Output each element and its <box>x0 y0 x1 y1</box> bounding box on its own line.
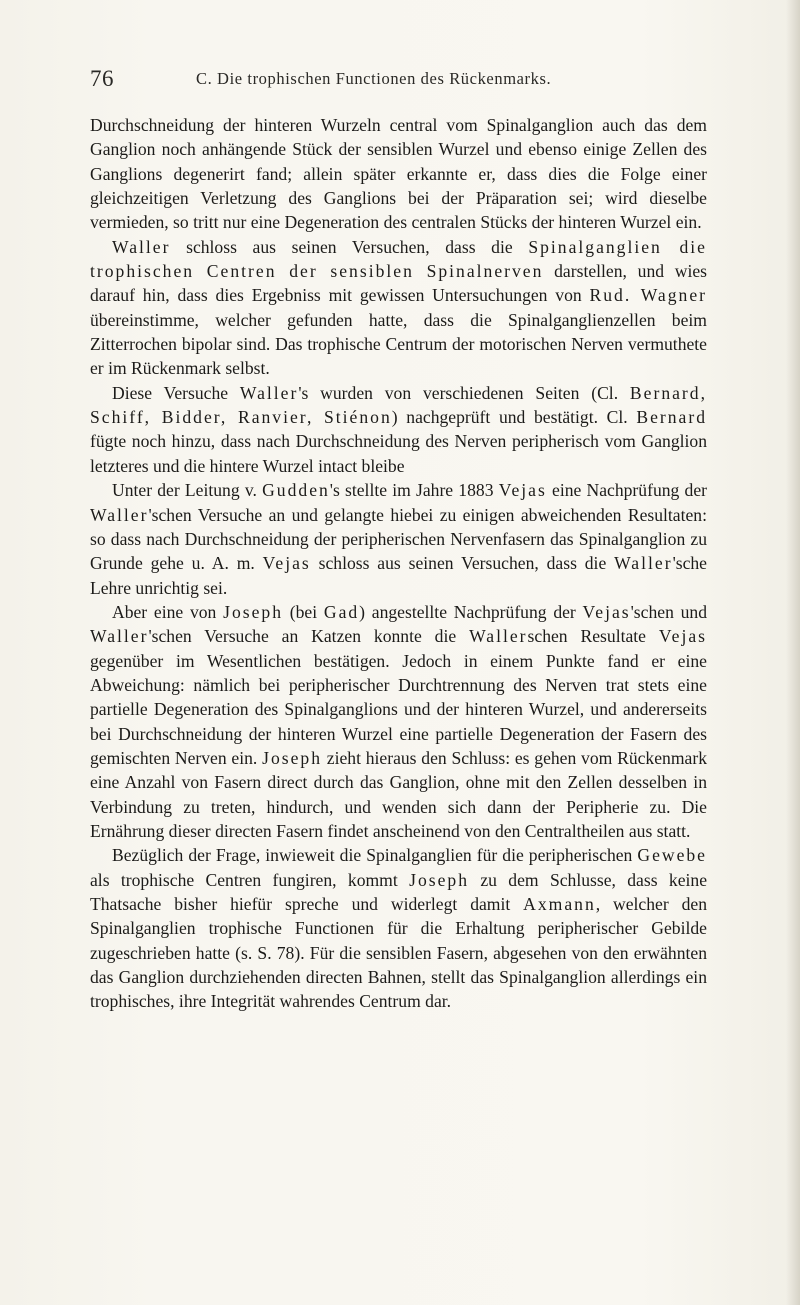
spaced-name-text: Vejas <box>582 601 631 622</box>
text-run: Unter der Leitung v. <box>112 480 263 501</box>
running-title: C. Die trophischen Functionen des Rückenmarks. <box>196 69 552 88</box>
spaced-name-text: Axmann <box>523 894 596 914</box>
text-run: Durchschneidung der hinteren Wurzeln central vom Spinalganglion auch das dem Ganglion noch anhängende Stück der sensiblen Wurzel und ebenso einige Zellen des Ganglions degenerirt fand; allein später erkannte er, dass dies die Folge einer gleichzeitigen Verletzung des Ganglions bei der Präparation sei; wird dieselbe vermieden, so tritt nur eine Degeneration des centralen Stücks der hinteren Wurzel ein. <box>90 115 707 233</box>
spaced-name-text: Waller <box>112 236 171 257</box>
paragraph <box>90 600 707 843</box>
text-run: (bei <box>283 601 324 622</box>
spaced-name-text: Waller <box>614 553 673 574</box>
text-run: 's stellte im Jahre 1883 <box>329 480 499 501</box>
text-run: schloss aus seinen Versuchen, dass die <box>170 236 529 257</box>
text-run: als trophische Centren fungiren, kommt <box>90 869 410 890</box>
spaced-name-text: Vejas <box>498 480 547 501</box>
text-run: Aber eine von <box>112 601 224 622</box>
spaced-name-text: Vejas <box>658 626 707 647</box>
spaced-name-text: Waller <box>90 504 149 525</box>
spaced-name-text: Spinalganglien die trophischen Centren der sensiblen Spinalnerven <box>90 236 707 282</box>
text-run: Bezüglich der Frage, inwieweit die Spinalganglien für die peripherischen <box>112 845 638 866</box>
paragraph <box>90 478 707 600</box>
text-run: 's wurden von verschiedenen Seiten (Cl. <box>298 382 630 403</box>
text-run: ) angestellte Nachprüfung der <box>359 601 583 622</box>
page-number: 76 <box>90 66 114 91</box>
page-header <box>90 66 730 96</box>
spaced-name-text: Gewebe <box>637 845 707 866</box>
spaced-name-text: Joseph <box>262 747 322 768</box>
spaced-name-text: Joseph <box>223 601 284 622</box>
text-run: 'sche Lehre unrichtig sei. <box>90 553 707 598</box>
text-run: zu dem Schlusse, dass keine Thatsache bisher hiefür spreche und widerlegt damit <box>90 869 708 914</box>
paragraph <box>90 843 707 1013</box>
text-run: Diese Versuche <box>112 382 240 403</box>
page-edge-shadow <box>786 0 800 1305</box>
spaced-name-text: Joseph <box>409 869 470 890</box>
spaced-name-text: Bernard, Schiff, Bidder, Ranvier, Stiénon <box>90 382 707 428</box>
text-run: ) nachgeprüft und bestätigt. Cl. <box>391 407 637 428</box>
text-run: eine Nachprüfung der <box>546 480 707 501</box>
text-run: zieht hieraus den Schluss: es gehen vom Rückenmark eine Anzahl von Fasern direct durch das Ganglion, ohne mit den Zellen desselben in Verbindung zu treten, hindurch, und wenden sich dann der Peripherie zu. Die Ernährung dieser directen Fasern findet anscheinend von den Centraltheilen aus statt. <box>90 747 707 841</box>
text-run: schen Resultate <box>527 626 659 647</box>
paragraph <box>90 235 707 381</box>
text-run: 'schen Versuche an und gelangte hiebei zu einigen abweichenden Resultaten: so dass nach Durchschneidung der peripherischen Nervenfasern das Spinalganglion zu Grunde gehe u. A. m. <box>90 504 707 574</box>
spaced-name-text: Waller <box>90 626 149 647</box>
text-run: , welcher den Spinalganglien trophische Functionen für die Erhaltung peripherischer Gebilde zugeschrieben hatte (s. S. 78). Für die sensiblen Fasern, abgesehen von den erwähnten das Ganglion durchziehenden directen Bahnen, stellt das Spinalganglion allerdings ein trophisches, ihre Integrität wahrendes Centrum dar. <box>90 894 708 1012</box>
paragraph <box>90 113 707 235</box>
text-run: schloss aus seinen Versuchen, dass die <box>310 553 615 574</box>
spaced-name-text: Gudden <box>262 480 330 501</box>
spaced-name-text: Bernard <box>636 407 707 428</box>
spaced-name-text: Vejas <box>262 553 311 574</box>
text-run: darstellen, und wies darauf hin, dass dies Ergebniss mit gewissen Untersuchungen von <box>90 261 707 306</box>
text-run: 'schen und <box>630 601 708 622</box>
spaced-name-text: Waller <box>239 382 299 403</box>
spaced-name-text: Gad <box>323 601 360 622</box>
spaced-name-text: Waller <box>469 626 528 647</box>
paragraph <box>90 381 707 478</box>
text-run: gegenüber im Wesentlichen bestätigen. Jedoch in einem Punkte fand er eine Abweichung: nämlich bei peripherischer Durchtrennung des Nerven trat stets eine partielle Degeneration des Spinalganglions und der hinteren Wurzel, und andererseits bei Durchschneidung der hinteren Wurzel eine partielle Degeneration der Fasern des gemischten Nerven ein. <box>90 650 707 768</box>
text-run: übereinstimme, welcher gefunden hatte, dass die Spinalganglienzellen beim Zitterrochen bipolar sind. Das trophische Centrum der motorischen Nerven vermuthete er im Rückenmark selbst. <box>90 309 707 379</box>
body-text <box>90 113 707 1014</box>
text-run: fügte noch hinzu, dass nach Durchschneidung des Nerven peripherisch vom Ganglion letzteres und die hintere Wurzel intact bleibe <box>90 431 707 476</box>
spaced-name-text: Rud. Wagner <box>589 285 708 306</box>
text-run: 'schen Versuche an Katzen konnte die <box>148 626 470 647</box>
